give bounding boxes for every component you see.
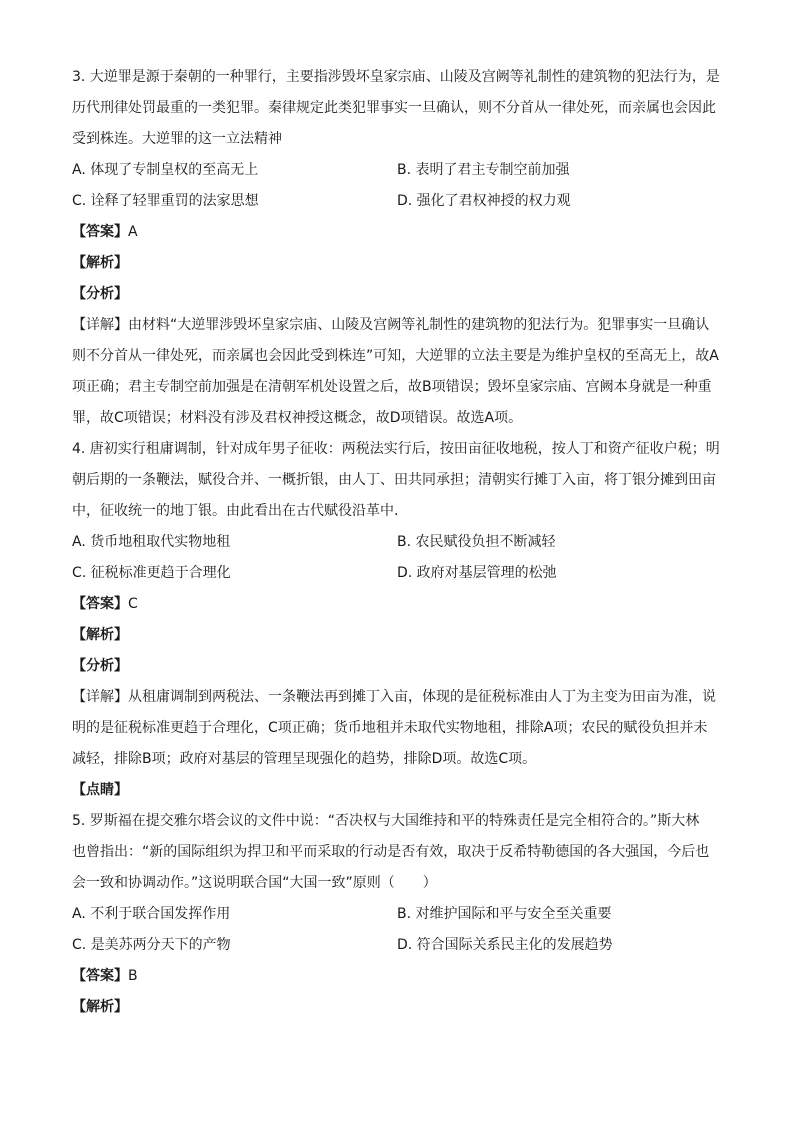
- option-list: [72, 527, 722, 589]
- option-a: A. 货币地租取代实物地租: [72, 534, 231, 550]
- question-stem-line: 3. 大逆罪是源于秦朝的一种罪行，主要指涉毁坏皇家宗庙、山陵及宫阙等礼制性的建筑物的犯法行为，是: [72, 69, 720, 85]
- option-b: B. 对维护国际和平与安全至关重要: [397, 906, 612, 922]
- analysis-label: 【解析】: [72, 999, 128, 1015]
- answer-label: 【答案】: [72, 224, 128, 240]
- question-5: [72, 806, 722, 1023]
- answer-line: [72, 589, 722, 620]
- answer-value: B: [128, 968, 138, 984]
- question-stem-line: 历代刑律处罚最重的一类犯罪。秦律规定此类犯罪事实一旦确认，则不分首从一律处死，而亲属也会因此: [72, 100, 716, 116]
- question-stem-line: 4. 唐初实行租庸调制，针对成年男子征收：两税法实行后，按田亩征收地税，按人丁和资产征收户税；明: [72, 441, 720, 457]
- dianjing-label: 【点睛】: [72, 782, 128, 798]
- analysis-label: 【解析】: [72, 255, 128, 271]
- detail-line: 【详解】由材料“大逆罪涉毁坏皇家宗庙、山陵及宫阙等礼制性的建筑物的犯法行为。犯罪事实一旦确认: [72, 317, 710, 333]
- detail-line: 则不分首从一律处死，而亲属也会因此受到株连”可知，大逆罪的立法主要是为维护皇权的至高无上，故A: [72, 348, 719, 364]
- option-list: [72, 155, 722, 217]
- option-c: C. 是美苏两分天下的产物: [72, 937, 231, 953]
- document-page: [72, 62, 722, 1023]
- question-stem-line: 受到株连。大逆罪的这一立法精神: [72, 131, 282, 147]
- option-c: C. 征税标准更趋于合理化: [72, 565, 231, 581]
- option-a: A. 体现了专制皇权的至高无上: [72, 162, 259, 178]
- option-b: B. 表明了君主专制空前加强: [397, 162, 570, 178]
- option-d: D. 符合国际关系民主化的发展趋势: [397, 937, 613, 953]
- detail-line: 罪，故C项错误；材料没有涉及君权神授这概念，故D项错误。故选A项。: [72, 410, 523, 426]
- question-stem-line: 5. 罗斯福在提交雅尔塔会议的文件中说：“否决权与大国维持和平的特殊责任是完全相符合的。”斯大林: [72, 813, 700, 829]
- detail-line: 明的是征税标准更趋于合理化，C项正确；货币地租并未取代实物地租，排除A项；农民的赋役负担并未: [72, 720, 708, 736]
- question-3: [72, 62, 722, 434]
- option-b: B. 农民赋役负担不断减轻: [397, 534, 556, 550]
- fenxi-label: 【分析】: [72, 286, 128, 302]
- detail-line: 减轻，排除B项；政府对基层的管理呈现强化的趋势，排除D项。故选C项。: [72, 751, 537, 767]
- answer-label: 【答案】: [72, 968, 128, 984]
- option-d: D. 政府对基层管理的松弛: [397, 565, 557, 581]
- fenxi-label: 【分析】: [72, 658, 128, 674]
- detail-line: 【详解】从租庸调制到两税法、一条鞭法再到摊丁入亩，体现的是征税标准由人丁为主变为田亩为准，说: [72, 689, 716, 705]
- question-stem-line: 也曾指出：“新的国际组织为捍卫和平而采取的行动是否有效，取决于反希特勒德国的各大强国，今后也: [72, 844, 710, 860]
- option-c: C. 诠释了轻罪重罚的法家思想: [72, 193, 259, 209]
- option-list: [72, 899, 722, 961]
- question-stem-line: 朝后期的一条鞭法，赋役合并、一概折银，由人丁、田共同承担；清朝实行摊丁入亩，将丁银分摊到田亩: [72, 472, 716, 488]
- answer-label: 【答案】: [72, 596, 128, 612]
- question-4: [72, 434, 722, 806]
- answer-line: [72, 961, 722, 992]
- question-stem-line: 中，征收统一的地丁银。由此看出在古代赋役沿革中.: [72, 503, 399, 519]
- option-d: D. 强化了君权神授的权力观: [397, 193, 571, 209]
- answer-value: A: [128, 224, 138, 240]
- answer-value: C: [128, 596, 138, 612]
- answer-line: [72, 217, 722, 248]
- analysis-label: 【解析】: [72, 627, 128, 643]
- detail-line: 项正确；君主专制空前加强是在清朝军机处设置之后，故B项错误；毁坏皇家宗庙、宫阙本身就是一种重: [72, 379, 712, 395]
- question-stem-line: 会一致和协调动作。”这说明联合国“大国一致”原则（ ）: [72, 875, 437, 891]
- option-a: A. 不利于联合国发挥作用: [72, 906, 231, 922]
